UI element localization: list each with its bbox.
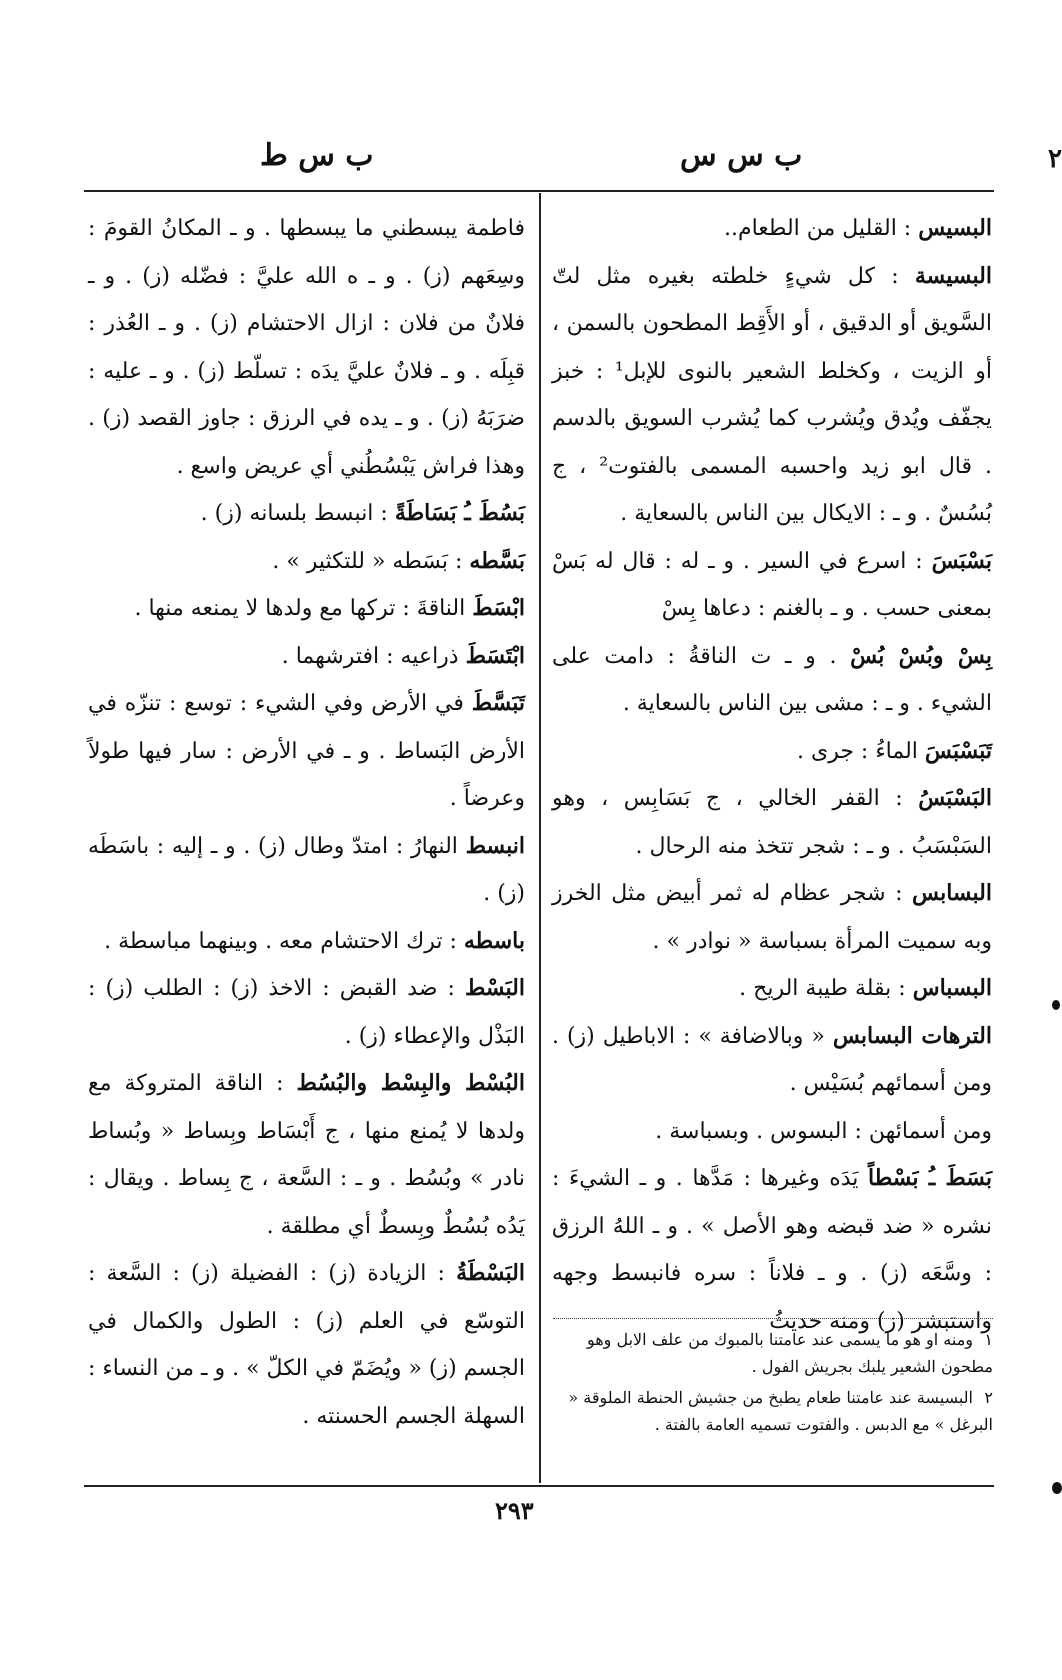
footnote-text: ومنه او هو ما يسمى عند عامتنا بالمبوك من علف الابل وهو مطحون الشعير يلبك بجريش الفول .	[586, 1330, 993, 1376]
column-divider	[539, 193, 541, 1483]
dictionary-entry	[88, 1250, 525, 1440]
dictionary-entry	[552, 1108, 992, 1156]
headword: ابْسَطَ	[472, 595, 525, 621]
footnote-rule	[553, 1318, 993, 1319]
headword: البسباس	[912, 975, 992, 1001]
edge-bullet-mark	[1052, 1482, 1062, 1494]
headword: تَبَسَّطَ	[471, 690, 526, 716]
entry-definition: : الناقة المتروكة مع ولدها لا يُمنع منها ، ج أَبْسَاط وبِساط « وبُساط نادر » وبُسُط . و ـ : السَّعة ، ج بِساط . ويقال : يَدُه بُسُطٌ وبِسطٌ أي مطلقة .	[88, 1071, 525, 1239]
headword: البسابس	[912, 880, 992, 906]
dictionary-entry	[88, 965, 525, 1060]
headword: بَسَطَ ـُ بَسْطاً	[868, 1165, 993, 1191]
dictionary-entry	[88, 918, 525, 966]
dictionary-entry	[88, 680, 525, 823]
headword: البَسْبَسُ	[918, 785, 992, 811]
entry-definition: يَدَه وغيرها : مَدَّها . و ـ الشيءَ : نشره « ضد قبضه وهو الأصل » . و ـ اللهُ الرزق : وسَّعَه (ز) . و ـ فلاناً : سره فانبسط وجهه واستبشر (ز) ومنه حديثُ	[552, 1166, 992, 1334]
headword: بِسْ وبُسْ بُسْ	[850, 642, 992, 669]
running-header-right: ب س س	[680, 138, 803, 173]
entry-definition: : ضد القبض : الاخذ (ز) : الطلب (ز) : البَذْل والإعطاء (ز) .	[88, 976, 525, 1049]
entry-definition: ومن أسمائهن : البسوس . وبسباسة .	[655, 1118, 992, 1144]
dictionary-entry	[88, 1060, 525, 1250]
entry-definition: « وبالاضافة » : الاباطيل (ز) . ومن أسمائهم بُسَيْس .	[552, 1023, 992, 1096]
footnote-text: البسيسة عند عامتنا طعام يطبخ من جشيش الحنطة الملوقة « البرغل » مع الدبس . والفتوت تسميه العامة بالفتة .	[568, 1388, 993, 1434]
dictionary-entry	[552, 538, 992, 633]
running-header-left: ب س ط	[260, 138, 374, 173]
dictionary-entry	[552, 728, 992, 776]
dictionary-entry	[552, 870, 992, 965]
entry-definition: : انبسط بلسانه (ز) .	[200, 501, 388, 526]
headword: بَسُطَ ـُ بَسَاطَةً	[394, 500, 525, 526]
entry-definition: : كل شيءٍ خلطته بغيره مثل لتّ السَّويق أو الدقيق ، أو الأَقِط المطحون بالسمن ، أو الزيت ، وكخلط الشعير بالنوى للإبل¹ : خبز يجفّف ويُدق ويُشرب كما يُشرب السويق بالدسم . قال ابو زيد واحسبه المسمى بالفتوت² ، ج بُسُسٌ . و ـ : الايكال بين الناس بالسعاية .	[552, 263, 992, 526]
entry-definition: الناقةَ : تركها مع ولدها لا يمنعه منها .	[134, 596, 466, 621]
headword: البُسْط والبِسْط والبُسُط	[296, 1070, 525, 1096]
entry-definition: في الأرض وفي الشيء : توسع : تنزّه في الأرض البَساط . و ـ في الأرض : سار فيها طولاً وعرضاً .	[88, 691, 525, 811]
dictionary-entry	[552, 1013, 992, 1108]
entry-definition: ذراعيه : افترشهما .	[281, 643, 459, 669]
bottom-rule	[84, 1485, 994, 1487]
dictionary-entry	[552, 253, 992, 538]
dictionary-entry	[552, 1155, 992, 1345]
footnote	[553, 1326, 993, 1380]
headword: البَسْط	[465, 975, 525, 1001]
entry-definition: فاطمة يبسطني ما يبسطها . و ـ المكانُ القومَ : وسِعَهم (ز) . و ـ ه الله عليَّ : فضّله (ز) . و ـ فلانٌ من فلان : ازال الاحتشام (ز) . و ـ العُذر : قبِلَه . و ـ فلانٌ عليَّ يدَه : تسلّط (ز) . و ـ عليه : ضرَبَهُ (ز) . و ـ يده في الرزق : جاوز القصد (ز) . وهذا فراش يَبْسُطُني أي عريض واسع .	[88, 216, 525, 479]
headword: انبسط	[465, 832, 525, 859]
entry-definition: : بقلة طيبة الريح .	[739, 976, 906, 1001]
dictionary-entry	[88, 490, 525, 538]
headword: البسيسة	[914, 262, 992, 289]
headword: البَسْطَةُ	[456, 1260, 525, 1286]
top-rule	[84, 190, 994, 192]
dictionary-entry	[88, 205, 525, 490]
edge-bullet-mark	[1052, 1000, 1060, 1010]
entry-definition: . و ـ ت الناقةُ : دامت على الشيء . و ـ : مشى بين الناس بالسعاية .	[552, 643, 992, 716]
entry-definition: النهارُ : امتدّ وطال (ز) . و ـ إليه : باسَطَه (ز) .	[88, 833, 525, 906]
dictionary-entry	[552, 775, 992, 870]
entry-definition: الماءُ : جرى .	[796, 738, 918, 764]
entry-definition: : القليل من الطعام..	[723, 216, 912, 241]
entry-definition: : القفر الخالي ، ج بَسَابِس ، وهو السَبْسَبُ . و ـ : شجر تتخذ منه الرحال .	[552, 786, 992, 859]
dictionary-entry	[88, 633, 525, 681]
footnote-number: ١	[984, 1330, 993, 1349]
headword: بَسْبَسَ	[931, 547, 992, 574]
headword: بَسَّطه	[469, 547, 525, 574]
entry-definition: : اسرع في السير . و ـ له : قال له بَسْ بمعنى حسب . و ـ بالغنم : دعاها بِسْ	[552, 548, 992, 621]
entry-definition: : بَسَطه « للتكثير » .	[272, 548, 463, 574]
entry-definition: : شجر عظام له ثمر أبيض مثل الخرز وبه سميت المرأة بسباسة « نوادر » .	[552, 881, 992, 954]
page-number: ٢٩٣	[495, 1496, 534, 1525]
headword: الترهات البسابس	[832, 1022, 992, 1049]
dictionary-entry	[88, 585, 525, 633]
entry-definition: : ترك الاحتشام معه . وبينهما مباسطة .	[104, 928, 457, 954]
right-column	[552, 205, 992, 1345]
dictionary-entry	[552, 205, 992, 253]
dictionary-entry	[88, 823, 525, 918]
headword: تَبَسْبَسَ	[924, 737, 992, 764]
left-column	[88, 205, 525, 1440]
edge-page-mark: ۲	[1048, 144, 1062, 174]
footnote-number: ٢	[984, 1388, 993, 1407]
headword: البسيس	[918, 215, 992, 241]
dictionary-entry	[88, 538, 525, 586]
headword: ابْتَسَطَ	[465, 642, 525, 669]
headword: باسطه	[463, 927, 525, 954]
footnotes	[553, 1326, 993, 1442]
footnote	[553, 1384, 993, 1438]
entry-definition: : الزيادة (ز) : الفضيلة (ز) : السَّعة : التوسّع في العلم (ز) : الطول والكمال في الجسم (ز) « ويُضَمّ في الكلّ » . و ـ من النساء : السهلة الجسم الحسنته .	[88, 1261, 525, 1429]
dictionary-entry	[552, 633, 992, 728]
dictionary-entry	[552, 965, 992, 1013]
